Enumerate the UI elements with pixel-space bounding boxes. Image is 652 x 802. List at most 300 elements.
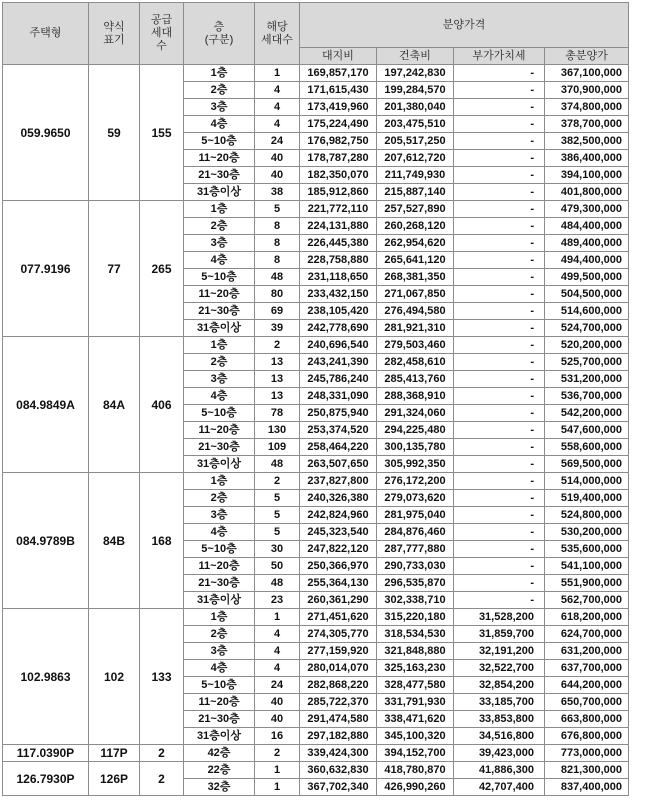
total-price-cell: 562,700,000 xyxy=(545,592,629,609)
household-count-cell: 1 xyxy=(255,779,300,796)
vat-cell: - xyxy=(454,252,545,269)
total-price-cell: 479,300,000 xyxy=(545,201,629,218)
building-cost-cell: 325,163,230 xyxy=(377,660,454,677)
vat-cell: - xyxy=(454,337,545,354)
floor-cell: 2층 xyxy=(184,218,255,235)
land-cost-cell: 271,451,620 xyxy=(300,609,377,626)
building-cost-cell: 426,990,260 xyxy=(377,779,454,796)
land-cost-cell: 255,364,130 xyxy=(300,575,377,592)
supply-count-cell: 2 xyxy=(140,745,184,762)
land-cost-cell: 175,224,490 xyxy=(300,116,377,133)
land-cost-cell: 367,702,340 xyxy=(300,779,377,796)
supply-count-cell: 2 xyxy=(140,762,184,796)
total-price-cell: 569,500,000 xyxy=(545,456,629,473)
household-count-cell: 4 xyxy=(255,82,300,99)
supply-count-cell: 265 xyxy=(140,201,184,337)
vat-cell: - xyxy=(454,575,545,592)
household-count-cell: 8 xyxy=(255,252,300,269)
land-cost-cell: 245,323,540 xyxy=(300,524,377,541)
unit-type-cell: 102.9863 xyxy=(3,609,89,745)
land-cost-cell: 169,857,170 xyxy=(300,65,377,82)
building-cost-cell: 284,876,460 xyxy=(377,524,454,541)
floor-cell: 31층이상 xyxy=(184,184,255,201)
household-count-cell: 8 xyxy=(255,218,300,235)
vat-cell: 34,516,800 xyxy=(454,728,545,745)
building-cost-cell: 279,073,620 xyxy=(377,490,454,507)
household-count-cell: 40 xyxy=(255,150,300,167)
supply-count-cell: 406 xyxy=(140,337,184,473)
building-cost-cell: 265,641,120 xyxy=(377,252,454,269)
household-count-cell: 4 xyxy=(255,660,300,677)
total-price-cell: 618,200,000 xyxy=(545,609,629,626)
building-cost-cell: 321,848,880 xyxy=(377,643,454,660)
total-price-cell: 547,600,000 xyxy=(545,422,629,439)
building-cost-cell: 331,791,930 xyxy=(377,694,454,711)
household-count-cell: 13 xyxy=(255,354,300,371)
building-cost-cell: 285,413,760 xyxy=(377,371,454,388)
household-count-cell: 40 xyxy=(255,711,300,728)
land-cost-cell: 243,241,390 xyxy=(300,354,377,371)
vat-cell: 32,191,200 xyxy=(454,643,545,660)
land-cost-cell: 242,778,690 xyxy=(300,320,377,337)
total-price-cell: 535,600,000 xyxy=(545,541,629,558)
total-price-cell: 367,100,000 xyxy=(545,65,629,82)
floor-cell: 3층 xyxy=(184,643,255,660)
building-cost-cell: 338,471,620 xyxy=(377,711,454,728)
supply-count-cell: 168 xyxy=(140,473,184,609)
building-cost-cell: 211,749,930 xyxy=(377,167,454,184)
building-cost-cell: 345,100,320 xyxy=(377,728,454,745)
building-cost-cell: 318,534,530 xyxy=(377,626,454,643)
vat-cell: - xyxy=(454,235,545,252)
total-price-cell: 558,600,000 xyxy=(545,439,629,456)
land-cost-cell: 253,374,520 xyxy=(300,422,377,439)
household-count-cell: 2 xyxy=(255,473,300,490)
household-count-cell: 16 xyxy=(255,728,300,745)
household-count-cell: 5 xyxy=(255,524,300,541)
land-cost-cell: 224,131,880 xyxy=(300,218,377,235)
land-cost-cell: 182,350,070 xyxy=(300,167,377,184)
land-cost-cell: 231,118,650 xyxy=(300,269,377,286)
land-cost-cell: 226,445,380 xyxy=(300,235,377,252)
total-price-cell: 650,700,000 xyxy=(545,694,629,711)
floor-cell: 11~20층 xyxy=(184,150,255,167)
vat-cell: 33,185,700 xyxy=(454,694,545,711)
land-cost-cell: 277,159,920 xyxy=(300,643,377,660)
floor-cell: 3층 xyxy=(184,99,255,116)
land-cost-cell: 247,822,120 xyxy=(300,541,377,558)
total-price-cell: 519,400,000 xyxy=(545,490,629,507)
land-cost-cell: 240,326,380 xyxy=(300,490,377,507)
household-count-cell: 48 xyxy=(255,269,300,286)
total-price-cell: 382,500,000 xyxy=(545,133,629,150)
household-count-cell: 8 xyxy=(255,235,300,252)
short-label-cell: 102 xyxy=(89,609,140,745)
total-price-cell: 536,700,000 xyxy=(545,388,629,405)
floor-cell: 2층 xyxy=(184,354,255,371)
table-row xyxy=(3,609,629,626)
total-price-cell: 551,900,000 xyxy=(545,575,629,592)
vat-cell: - xyxy=(454,65,545,82)
land-cost-cell: 240,696,540 xyxy=(300,337,377,354)
total-price-cell: 374,800,000 xyxy=(545,99,629,116)
floor-cell: 5~10층 xyxy=(184,269,255,286)
land-cost-cell: 280,014,070 xyxy=(300,660,377,677)
short-label-cell: 77 xyxy=(89,201,140,337)
short-label-cell: 126P xyxy=(89,762,140,796)
floor-cell: 4층 xyxy=(184,252,255,269)
floor-cell: 1층 xyxy=(184,609,255,626)
total-price-cell: 499,500,000 xyxy=(545,269,629,286)
building-cost-cell: 257,527,890 xyxy=(377,201,454,218)
land-cost-cell: 360,632,830 xyxy=(300,762,377,779)
floor-cell: 4층 xyxy=(184,660,255,677)
building-cost-cell: 281,921,310 xyxy=(377,320,454,337)
household-count-cell: 30 xyxy=(255,541,300,558)
land-cost-cell: 228,758,880 xyxy=(300,252,377,269)
household-count-cell: 24 xyxy=(255,133,300,150)
land-cost-cell: 248,331,090 xyxy=(300,388,377,405)
floor-cell: 1층 xyxy=(184,65,255,82)
building-cost-cell: 205,517,250 xyxy=(377,133,454,150)
floor-cell: 21~30층 xyxy=(184,439,255,456)
building-cost-cell: 268,381,350 xyxy=(377,269,454,286)
vat-cell: 31,528,200 xyxy=(454,609,545,626)
vat-cell: - xyxy=(454,592,545,609)
total-price-cell: 676,800,000 xyxy=(545,728,629,745)
total-price-cell: 773,000,000 xyxy=(545,745,629,762)
total-price-cell: 504,500,000 xyxy=(545,286,629,303)
table-row xyxy=(3,762,629,779)
household-count-cell: 2 xyxy=(255,745,300,762)
short-label-cell: 84B xyxy=(89,473,140,609)
building-cost-cell: 260,268,120 xyxy=(377,218,454,235)
vat-cell: - xyxy=(454,507,545,524)
building-cost-cell: 291,324,060 xyxy=(377,405,454,422)
household-count-cell: 4 xyxy=(255,626,300,643)
land-cost-cell: 285,722,370 xyxy=(300,694,377,711)
short-label-cell: 59 xyxy=(89,65,140,201)
floor-cell: 22층 xyxy=(184,762,255,779)
table-row xyxy=(3,473,629,490)
unit-type-cell: 117.0390P xyxy=(3,745,89,762)
vat-cell: - xyxy=(454,269,545,286)
floor-cell: 11~20층 xyxy=(184,422,255,439)
header-supply: 공급 세대 수 xyxy=(140,3,184,65)
short-label-cell: 84A xyxy=(89,337,140,473)
total-price-cell: 542,200,000 xyxy=(545,405,629,422)
vat-cell: - xyxy=(454,201,545,218)
building-cost-cell: 294,225,480 xyxy=(377,422,454,439)
land-cost-cell: 233,432,150 xyxy=(300,286,377,303)
vat-cell: - xyxy=(454,473,545,490)
table-row xyxy=(3,337,629,354)
household-count-cell: 38 xyxy=(255,184,300,201)
vat-cell: 32,854,200 xyxy=(454,677,545,694)
building-cost-cell: 279,503,460 xyxy=(377,337,454,354)
vat-cell: - xyxy=(454,541,545,558)
header-floor: 층 (구분) xyxy=(184,3,255,65)
floor-cell: 21~30층 xyxy=(184,575,255,592)
unit-type-cell: 077.9196 xyxy=(3,201,89,337)
header-total: 총분양가 xyxy=(545,48,629,65)
household-count-cell: 1 xyxy=(255,65,300,82)
land-cost-cell: 339,424,300 xyxy=(300,745,377,762)
vat-cell: 33,853,800 xyxy=(454,711,545,728)
short-label-cell: 117P xyxy=(89,745,140,762)
vat-cell: - xyxy=(454,490,545,507)
building-cost-cell: 201,380,040 xyxy=(377,99,454,116)
household-count-cell: 1 xyxy=(255,762,300,779)
header-vat: 부가가치세 xyxy=(454,48,545,65)
total-price-cell: 531,200,000 xyxy=(545,371,629,388)
household-count-cell: 13 xyxy=(255,388,300,405)
total-price-cell: 520,200,000 xyxy=(545,337,629,354)
floor-cell: 31층이상 xyxy=(184,320,255,337)
floor-cell: 4층 xyxy=(184,388,255,405)
total-price-cell: 525,700,000 xyxy=(545,354,629,371)
household-count-cell: 5 xyxy=(255,201,300,218)
header-land: 대지비 xyxy=(300,48,377,65)
household-count-cell: 40 xyxy=(255,167,300,184)
household-count-cell: 23 xyxy=(255,592,300,609)
table-row xyxy=(3,201,629,218)
land-cost-cell: 260,361,290 xyxy=(300,592,377,609)
land-cost-cell: 245,786,240 xyxy=(300,371,377,388)
household-count-cell: 4 xyxy=(255,643,300,660)
household-count-cell: 130 xyxy=(255,422,300,439)
vat-cell: - xyxy=(454,184,545,201)
total-price-cell: 370,900,000 xyxy=(545,82,629,99)
building-cost-cell: 288,368,910 xyxy=(377,388,454,405)
building-cost-cell: 418,780,870 xyxy=(377,762,454,779)
land-cost-cell: 242,824,960 xyxy=(300,507,377,524)
total-price-cell: 637,700,000 xyxy=(545,660,629,677)
total-price-cell: 489,400,000 xyxy=(545,235,629,252)
land-cost-cell: 258,464,220 xyxy=(300,439,377,456)
land-cost-cell: 263,507,650 xyxy=(300,456,377,473)
building-cost-cell: 199,284,570 xyxy=(377,82,454,99)
vat-cell: 42,707,400 xyxy=(454,779,545,796)
floor-cell: 1층 xyxy=(184,337,255,354)
floor-cell: 5~10층 xyxy=(184,677,255,694)
vat-cell: - xyxy=(454,303,545,320)
household-count-cell: 80 xyxy=(255,286,300,303)
vat-cell: - xyxy=(454,422,545,439)
vat-cell: - xyxy=(454,133,545,150)
header-type: 주택형 xyxy=(3,3,89,65)
vat-cell: - xyxy=(454,371,545,388)
household-count-cell: 5 xyxy=(255,490,300,507)
header-label: 약식 표기 xyxy=(89,3,140,65)
building-cost-cell: 197,242,830 xyxy=(377,65,454,82)
building-cost-cell: 305,992,350 xyxy=(377,456,454,473)
vat-cell: - xyxy=(454,320,545,337)
unit-type-cell: 084.9789B xyxy=(3,473,89,609)
household-count-cell: 109 xyxy=(255,439,300,456)
total-price-cell: 378,700,000 xyxy=(545,116,629,133)
land-cost-cell: 297,182,880 xyxy=(300,728,377,745)
table-row xyxy=(3,65,629,82)
total-price-cell: 624,700,000 xyxy=(545,626,629,643)
header-price-group: 분양가격 xyxy=(300,3,629,48)
total-price-cell: 524,800,000 xyxy=(545,507,629,524)
land-cost-cell: 291,474,580 xyxy=(300,711,377,728)
total-price-cell: 494,400,000 xyxy=(545,252,629,269)
household-count-cell: 24 xyxy=(255,677,300,694)
floor-cell: 5~10층 xyxy=(184,541,255,558)
building-cost-cell: 276,172,200 xyxy=(377,473,454,490)
vat-cell: - xyxy=(454,558,545,575)
vat-cell: - xyxy=(454,99,545,116)
building-cost-cell: 290,733,030 xyxy=(377,558,454,575)
unit-type-cell: 084.9849A xyxy=(3,337,89,473)
household-count-cell: 13 xyxy=(255,371,300,388)
building-cost-cell: 296,535,870 xyxy=(377,575,454,592)
header-building: 건축비 xyxy=(377,48,454,65)
household-count-cell: 2 xyxy=(255,337,300,354)
building-cost-cell: 271,067,850 xyxy=(377,286,454,303)
vat-cell: 32,522,700 xyxy=(454,660,545,677)
total-price-cell: 401,800,000 xyxy=(545,184,629,201)
unit-type-cell: 059.9650 xyxy=(3,65,89,201)
floor-cell: 11~20층 xyxy=(184,694,255,711)
total-price-cell: 644,200,000 xyxy=(545,677,629,694)
table-body xyxy=(3,65,629,796)
vat-cell: - xyxy=(454,439,545,456)
table-row xyxy=(3,745,629,762)
vat-cell: 41,886,300 xyxy=(454,762,545,779)
floor-cell: 1층 xyxy=(184,201,255,218)
building-cost-cell: 207,612,720 xyxy=(377,150,454,167)
table-header xyxy=(3,3,629,65)
vat-cell: 31,859,700 xyxy=(454,626,545,643)
vat-cell: - xyxy=(454,218,545,235)
floor-cell: 32층 xyxy=(184,779,255,796)
building-cost-cell: 203,475,510 xyxy=(377,116,454,133)
floor-cell: 3층 xyxy=(184,371,255,388)
household-count-cell: 48 xyxy=(255,575,300,592)
total-price-cell: 821,300,000 xyxy=(545,762,629,779)
building-cost-cell: 394,152,700 xyxy=(377,745,454,762)
unit-type-cell: 126.7930P xyxy=(3,762,89,796)
land-cost-cell: 178,787,280 xyxy=(300,150,377,167)
vat-cell: - xyxy=(454,82,545,99)
vat-cell: 39,423,000 xyxy=(454,745,545,762)
building-cost-cell: 302,338,710 xyxy=(377,592,454,609)
floor-cell: 11~20층 xyxy=(184,558,255,575)
building-cost-cell: 300,135,780 xyxy=(377,439,454,456)
building-cost-cell: 287,777,880 xyxy=(377,541,454,558)
household-count-cell: 48 xyxy=(255,456,300,473)
building-cost-cell: 282,458,610 xyxy=(377,354,454,371)
floor-cell: 21~30층 xyxy=(184,167,255,184)
vat-cell: - xyxy=(454,167,545,184)
supply-count-cell: 133 xyxy=(140,609,184,745)
header-households: 해당 세대수 xyxy=(255,3,300,65)
building-cost-cell: 281,975,040 xyxy=(377,507,454,524)
total-price-cell: 514,600,000 xyxy=(545,303,629,320)
floor-cell: 31층이상 xyxy=(184,456,255,473)
building-cost-cell: 315,220,180 xyxy=(377,609,454,626)
household-count-cell: 4 xyxy=(255,99,300,116)
floor-cell: 2층 xyxy=(184,490,255,507)
vat-cell: - xyxy=(454,524,545,541)
total-price-cell: 530,200,000 xyxy=(545,524,629,541)
building-cost-cell: 276,494,580 xyxy=(377,303,454,320)
total-price-cell: 484,400,000 xyxy=(545,218,629,235)
total-price-cell: 514,000,000 xyxy=(545,473,629,490)
floor-cell: 2층 xyxy=(184,626,255,643)
floor-cell: 5~10층 xyxy=(184,133,255,150)
vat-cell: - xyxy=(454,150,545,167)
household-count-cell: 1 xyxy=(255,609,300,626)
vat-cell: - xyxy=(454,388,545,405)
floor-cell: 11~20층 xyxy=(184,286,255,303)
household-count-cell: 4 xyxy=(255,116,300,133)
floor-cell: 4층 xyxy=(184,524,255,541)
total-price-cell: 837,400,000 xyxy=(545,779,629,796)
household-count-cell: 69 xyxy=(255,303,300,320)
price-table xyxy=(2,2,629,796)
floor-cell: 3층 xyxy=(184,507,255,524)
floor-cell: 31층이상 xyxy=(184,592,255,609)
land-cost-cell: 173,419,960 xyxy=(300,99,377,116)
supply-count-cell: 155 xyxy=(140,65,184,201)
price-table-wrapper xyxy=(2,2,629,796)
total-price-cell: 386,400,000 xyxy=(545,150,629,167)
land-cost-cell: 237,827,800 xyxy=(300,473,377,490)
floor-cell: 21~30층 xyxy=(184,303,255,320)
land-cost-cell: 250,366,970 xyxy=(300,558,377,575)
land-cost-cell: 221,772,110 xyxy=(300,201,377,218)
total-price-cell: 631,200,000 xyxy=(545,643,629,660)
household-count-cell: 40 xyxy=(255,694,300,711)
building-cost-cell: 262,954,620 xyxy=(377,235,454,252)
floor-cell: 2층 xyxy=(184,82,255,99)
land-cost-cell: 176,982,750 xyxy=(300,133,377,150)
land-cost-cell: 185,912,860 xyxy=(300,184,377,201)
building-cost-cell: 215,887,140 xyxy=(377,184,454,201)
land-cost-cell: 250,875,940 xyxy=(300,405,377,422)
vat-cell: - xyxy=(454,354,545,371)
floor-cell: 3층 xyxy=(184,235,255,252)
household-count-cell: 78 xyxy=(255,405,300,422)
floor-cell: 1층 xyxy=(184,473,255,490)
vat-cell: - xyxy=(454,116,545,133)
floor-cell: 5~10층 xyxy=(184,405,255,422)
floor-cell: 42층 xyxy=(184,745,255,762)
land-cost-cell: 274,305,770 xyxy=(300,626,377,643)
vat-cell: - xyxy=(454,286,545,303)
household-count-cell: 39 xyxy=(255,320,300,337)
total-price-cell: 394,100,000 xyxy=(545,167,629,184)
floor-cell: 21~30층 xyxy=(184,711,255,728)
vat-cell: - xyxy=(454,456,545,473)
floor-cell: 31층이상 xyxy=(184,728,255,745)
land-cost-cell: 282,868,220 xyxy=(300,677,377,694)
vat-cell: - xyxy=(454,405,545,422)
land-cost-cell: 171,615,430 xyxy=(300,82,377,99)
total-price-cell: 541,100,000 xyxy=(545,558,629,575)
household-count-cell: 50 xyxy=(255,558,300,575)
household-count-cell: 5 xyxy=(255,507,300,524)
land-cost-cell: 238,105,420 xyxy=(300,303,377,320)
floor-cell: 4층 xyxy=(184,116,255,133)
building-cost-cell: 328,477,580 xyxy=(377,677,454,694)
total-price-cell: 663,800,000 xyxy=(545,711,629,728)
total-price-cell: 524,700,000 xyxy=(545,320,629,337)
